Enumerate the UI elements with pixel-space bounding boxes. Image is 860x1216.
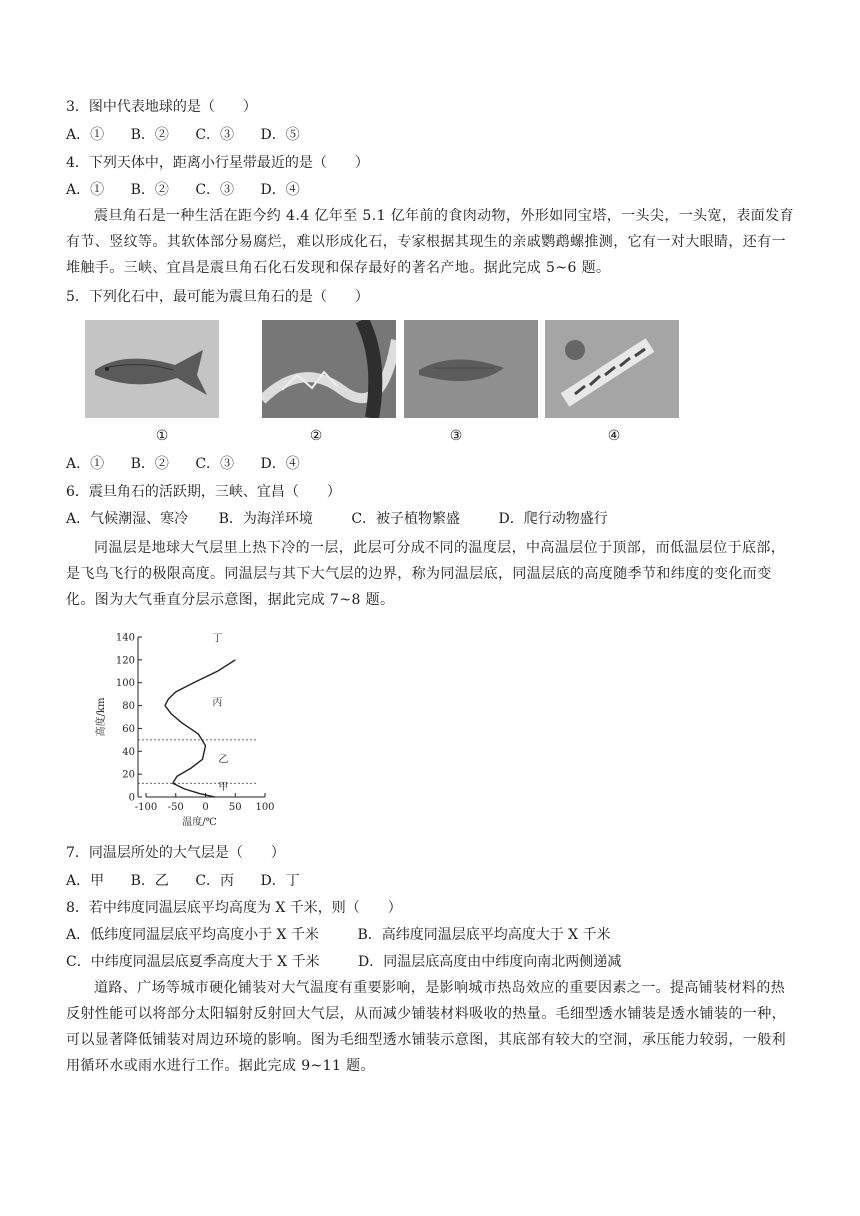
- y-tick-label: 40: [122, 746, 135, 758]
- question-stem: 8．若中纬度同温层底平均高度为 X 千米，则（ ）: [66, 900, 402, 916]
- question-7: [66, 843, 285, 863]
- y-tick-label: 0: [128, 792, 135, 804]
- x-axis-title: 温度/℃: [182, 817, 217, 828]
- question-stem: 7．同温层所处的大气层是（ ）: [66, 845, 285, 861]
- option-c[interactable]: C．③: [195, 182, 235, 198]
- question-stem: 4．下列天体中，距离小行星带最近的是（ ）: [66, 155, 369, 171]
- passage-stratosphere: 同温层是地球大气层里上热下冷的一层，此层可分成不同的温度层，中高温层位于顶部，而低温层位于底部，是飞鸟飞行的极限高度。同温层与其下大气层的边界，称为同温层底，同温层底的高度随季节和纬度的变化而变化。图为大气垂直分层示意图，据此完成 7~8 题。: [66, 540, 786, 608]
- option-d[interactable]: D．爬行动物盛行: [498, 511, 608, 527]
- question-8-options-row2: [66, 952, 643, 972]
- x-tick-label: 50: [228, 802, 242, 813]
- layer-label: 乙: [218, 754, 229, 766]
- question-6: [66, 482, 341, 502]
- question-4-options: [66, 180, 322, 200]
- passage-fossil: 震旦角石是一种生活在距今约 4.4 亿年至 5.1 亿年前的食肉动物，外形如同宝塔，一头尖，一头宽，表面发育有节、竖纹等。其软体部分易腐烂，难以形成化石，专家根据其现生的亲戚鹦鹉螺推测，它有一对大眼睛，还有一堆触手。三峡、宜昌是震旦角石化石发现和保存最好的著名产地。据此完成 5~6 题。: [66, 208, 794, 276]
- x-tick-label: 0: [202, 802, 209, 813]
- question-3-options: [66, 125, 322, 145]
- x-tick-label: 100: [255, 802, 275, 813]
- fossil-caption-4: ④: [607, 428, 621, 444]
- question-5-options: [66, 454, 322, 474]
- option-b[interactable]: B．②: [130, 127, 169, 143]
- y-axis-title: 高度/km: [96, 697, 107, 737]
- question-6-options: [66, 509, 630, 529]
- passage-pavement: 道路、广场等城市硬化铺装对大气温度有重要影响，是影响城市热岛效应的重要因素之一。提高铺装材料的热反射性能可以将部分太阳辐射反射回大气层，从而减少铺装材料吸收的热量。毛细型透水铺装是透水铺装的一种，可以显著降低铺装对周边环境的影响。图为毛细型透水铺装示意图，其底部有较大的空洞，承压能力较弱，一般利用循环水或雨水进行工作。据此完成 9~11 题。: [66, 980, 786, 1074]
- option-c[interactable]: C．③: [195, 127, 235, 143]
- option-a[interactable]: A．甲: [66, 873, 105, 889]
- question-4: [66, 153, 369, 173]
- question-7-options: [66, 871, 322, 891]
- option-d[interactable]: D．⑤: [260, 127, 300, 143]
- y-tick-label: 20: [122, 769, 135, 781]
- y-tick-label: 60: [122, 723, 135, 735]
- temperature-curve: [165, 660, 235, 797]
- option-a[interactable]: A．①: [66, 456, 105, 472]
- question-8-options-row1: [66, 925, 633, 945]
- option-d[interactable]: D．④: [260, 182, 300, 198]
- atmosphere-layer-chart: [80, 625, 290, 830]
- option-b[interactable]: B．为海洋环境: [218, 511, 313, 527]
- fossil-image-2: [262, 320, 396, 418]
- layer-label: 丙: [212, 697, 223, 709]
- fossil-image-3: [404, 320, 538, 418]
- option-b[interactable]: B．乙: [130, 873, 169, 889]
- fossil-image-4: [545, 320, 679, 418]
- option-a[interactable]: A．①: [66, 182, 105, 198]
- question-5: [66, 287, 369, 307]
- fossil-caption-2: ②: [309, 428, 323, 444]
- option-c[interactable]: C．中纬度同温层底夏季高度大于 X 千米: [66, 954, 320, 970]
- option-d[interactable]: D．④: [260, 456, 300, 472]
- question-3: [66, 97, 257, 117]
- option-c[interactable]: C．被子植物繁盛: [351, 511, 461, 527]
- fossil-caption-1: ①: [155, 428, 169, 444]
- y-tick-label: 120: [115, 655, 135, 667]
- option-b[interactable]: B．②: [130, 456, 169, 472]
- option-c[interactable]: C．③: [195, 456, 235, 472]
- y-tick-label: 100: [115, 678, 135, 690]
- layer-label: 丁: [212, 633, 223, 645]
- fossil-image-1: [85, 320, 219, 418]
- option-a[interactable]: A．低纬度同温层底平均高度小于 X 千米: [66, 927, 319, 943]
- option-a[interactable]: A．气候潮湿、寒冷: [66, 511, 189, 527]
- x-tick-label: -100: [134, 802, 158, 813]
- option-b[interactable]: B．高纬度同温层底平均高度大于 X 千米: [357, 927, 611, 943]
- option-d[interactable]: D．同温层底高度由中纬度向南北两侧递减: [358, 954, 622, 970]
- question-stem: 3．图中代表地球的是（ ）: [66, 99, 257, 115]
- option-c[interactable]: C．丙: [195, 873, 235, 889]
- fossil-caption-3: ③: [449, 428, 463, 444]
- layer-label: 甲: [218, 782, 229, 794]
- question-stem: 5．下列化石中，最可能为震旦角石的是（ ）: [66, 289, 369, 305]
- question-stem: 6．震旦角石的活跃期，三峡、宜昌（ ）: [66, 484, 341, 500]
- y-tick-label: 80: [122, 701, 135, 713]
- option-b[interactable]: B．②: [130, 182, 169, 198]
- y-tick-label: 140: [115, 632, 135, 644]
- option-a[interactable]: A．①: [66, 127, 105, 143]
- x-tick-label: -50: [167, 802, 184, 813]
- option-d[interactable]: D．丁: [260, 873, 300, 889]
- question-8: [66, 898, 402, 918]
